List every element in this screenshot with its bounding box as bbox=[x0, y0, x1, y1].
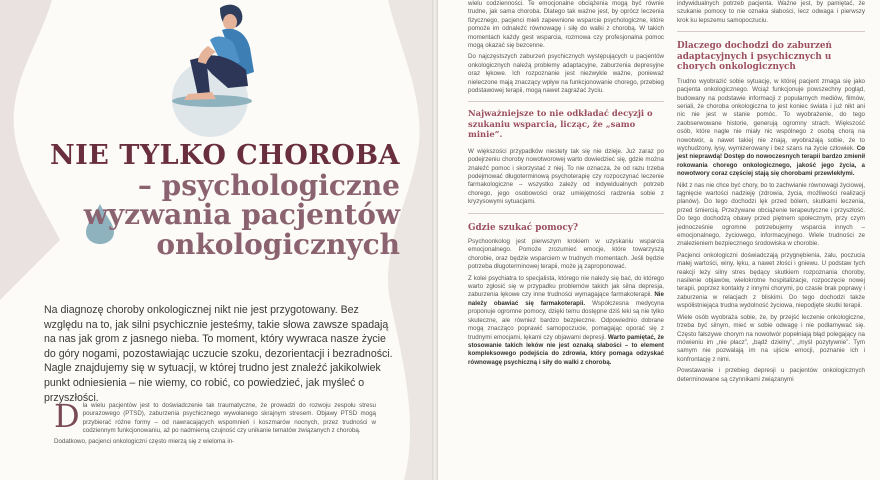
subheading-why-disorders: Dlaczego dochodzi do zaburzeń adaptacyjnych i psychicznych u chorych onkologicznych bbox=[677, 41, 832, 73]
left-page bbox=[0, 0, 432, 480]
right-page bbox=[438, 0, 880, 480]
colB-paragraph-5: Wiele osób wyobraża sobie, że, by przejść leczenie onkologiczne, trzeba być silnym, mieć w sobie odwagę i nie podłamywać się. Często fałszywe chorym na nowotwór popełniają błąd polegający na mówieniu im „nie płacz”, „bądź dzielny”, „myśl pozytywnie”. Tym samym nie pozwalają im na ujście emocji, poznanie ich i konfrontację z nimi. bbox=[677, 313, 865, 363]
colB-paragraph-4: Pacjenci onkologiczni doświadczają przygnębienia, żalu, poczucia małej wartości, winy, lęku, a nawet złości i gniewu. U podstaw tych reakcji leży silny stres będący skutkiem rozpoznania choroby, nasilenie objawów, wielokrotne hospitalizacje, rozpoczęcie nowej terapii, poprzez kontakty z innymi chorymi, po czasie brak poprawy i zaburzenia w relacjach z bliskimi. Do tego dochodzi także współistniejąca trudna wydolność życiowa, niepodjęte skutki terapii. bbox=[677, 251, 865, 310]
subheading-where-to-find-help: Gdzie szukać pomocy? bbox=[468, 222, 579, 233]
divider bbox=[468, 101, 664, 102]
headline-line-2: – psychologiczne bbox=[137, 168, 400, 202]
sitting-person-illustration bbox=[150, 0, 280, 115]
colA-p5-bold-a: Nie należy obawiać się farmakoterapii. bbox=[468, 291, 664, 307]
colA-p5-bold-b: Warto pamiętać, że stosowanie takich leków nie jest oznaką słabości – to element kompleksowego podejścia do zdrowia, który pomaga odzyskać równowagę psychiczną i siły do walki z chorobą. bbox=[468, 333, 664, 366]
colA-paragraph-1: wielu codzienności. Te emocjonalne obciążenia mogą być równie trudne, jak sama choroba. Dlatego tak ważne jest, by oprócz leczenia fizycznego, pacjenci mieli zapewnione wsparcie psychologiczne, które pomoże im odnaleźć równowagę i siłę do walki z chorobą. W takich momentach każdy gest wsparcia, rozmowa czy profesjonalna pomoc mogą okazać się bezcenne. bbox=[468, 0, 664, 50]
drop-cap: D bbox=[54, 397, 80, 435]
left-body-paragraph-2: Dodatkowo, pacjenci onkologiczni często mierzą się z wieloma in- bbox=[54, 437, 235, 445]
colA-paragraph-2: Do najczęstszych zaburzeń psychicznych występujących u pacjentów onkologicznych należą problemy adaptacyjne, zaburzenia depresyjne oraz lękowe. Ich rozpoznanie jest niezwykle ważne, ponieważ nieleczone mają znaczący wpływ na funkcjonowanie chorego, przebieg podstawowej terapii, mogą nawet zagrażać życiu. bbox=[468, 53, 664, 95]
colB-paragraph-2 bbox=[677, 78, 865, 179]
headline-line-4: onkologicznych bbox=[156, 227, 400, 261]
pull-quote: Najważniejsze to nie odkładać decyzji o szukaniu wsparcia, licząc, że „samo minie”. bbox=[468, 108, 653, 140]
colA-paragraph-5 bbox=[468, 275, 664, 367]
headline-line-3: wyzwania pacjentów bbox=[83, 198, 400, 232]
divider bbox=[468, 213, 664, 214]
lead-paragraph: Na diagnozę choroby onkologicznej nikt nie jest przygotowany. Bez względu na to, jak silni psychicznie jesteśmy, takie słowa zawsze spadają na nas jak grom z jasnego nieba. To moment, który wywraca nasze życie do góry nogami, pozostawiając uczucie szoku, dezorientacji i bezradności. Nagle znajdujemy się w sytuacji, w której trudno jest znaleźć jakikolwiek punkt odniesienia – nie wiemy, co robić, co powiedzieć, jak myśleć o przyszłości. bbox=[44, 304, 393, 404]
left-body-text bbox=[54, 397, 376, 448]
column-b bbox=[677, 0, 865, 387]
column-a bbox=[468, 0, 664, 370]
colB-paragraph-1: indywidualnych potrzeb pacjenta. Ważne jest, by pamiętać, że szukanie pomocy to nie oznaka słabości, lecz odwaga i pierwszy krok ku lepszemu samopoczuciu. bbox=[677, 0, 865, 24]
colA-p5-text-a: Z kolei psychiatra to specjalista, którego nie należy się bać, do którego warto zgłosić się w przypadku problemów takich jak silna depresja, zaburzenia lękowe czy inne trudności wymagające farmakoterapii. bbox=[468, 274, 664, 299]
colB-p2-bold: Co jest nieprawdą! Dostęp do nowoczesnych terapii bardzo zmienił rokowania chorego onkologicznego, jakość jego życia, a nowotwory coraz częściej stają się chorobami przewlekłymi. bbox=[677, 144, 865, 178]
colB-p2-text: Trudno wyobrazić sobie sytuację, w której pacjent zmaga się jako pacjenta onkologicznego. Wciąż funkcjonuje powszechny pogląd, budowany na podstawie informacji z popularnych mediów, filmów, seriali, że choroba onkologiczna to jest koniec świata i już nikt ani nic nie jest w stanie pomóc. To wyobrażenie, do tego zaobserwowane historie, generują ogromny strach. Większość osób, które nagle nie miały nic wspólnego z osobą chorą na nowotwór, a nawet takiej nie znają, wyobrażają sobie, że to wychudzony, łysy, wymizerowany i bez szans na życie człowiek. bbox=[677, 77, 865, 152]
colB-paragraph-6: Powstawanie i przebieg depresji u pacjentów onkologicznych determinowane są czynnikami związanymi bbox=[677, 367, 865, 383]
left-body-paragraph-1: la wielu pacjentów jest to doświadczenie tak traumatyczne, że prowadzi do rozwoju zespołu stresu pourazowego (PTSD), zaburzenia psychicznego wywołanego skrajnym stresem. Objawy PTSD mogą przybierać różne formy – od nawracających wspomnień i koszmarów nocnych, przez trudności w codziennym funkcjonowaniu, aż po nadmierną czujność czy unikanie tematów związanych z chorobą. bbox=[82, 402, 376, 435]
colA-paragraph-3: W większości przypadków niestety tak się nie dzieje. Już zaraz po podejrzeniu choroby nowotworowej warto dowiedzieć się, gdzie można znaleźć pomoc i skorzystać z niej. To nie oznacza, że od razu trzeba podejmować długoterminową psychoterapię czy rozpoczynać leczenie farmakologiczne – wszystko zależy od indywidualnych potrzeb chorego, jego osobowości oraz umiejętności radzenia sobie z kryzysowymi sytuacjami. bbox=[468, 147, 664, 206]
colA-paragraph-4: Psychoonkolog jest pierwszym krokiem w uzyskaniu wsparcia emocjonalnego. Pomoże zrozumieć emocje, które towarzyszą chorobie, oraz będzie wsparciem w trudnych momentach. Jeśli będzie potrzeba długoterminowej terapii, może ją zaproponować. bbox=[468, 238, 664, 271]
colA-p5-text-b: Współczesna medycyna proponuje ogromne pomocy, dzięki temu dostępne dziś leki są nie tylko skuteczne, ale również bardzo bezpieczne. Odpowiednio dobrane mogą znacząco poprawić samopoczucie, pomagając oporać się z trudnymi emocjami, lękami czy objawami depresji. bbox=[468, 299, 664, 341]
colB-paragraph-3: Nikt z nas nie chce być chory, bo to zachwianie równowagi życiowej, tągnięcie wartości nadzieję (zdrowia, życia, możliwości realizacji planów). Do tego dochodzi lęk przed bólem, skutkami leczenia, przed śmiercią. Przeżywane obciążenie terapeutyczne i przyszłość. Do tego dochodzą obawy przed piętnem społecznym, przy czym jednocześnie ogromne potrzebujemy wsparcia innych – emocjonalnego, życiowego, informacyjnego. Wiele trudności ze znalezieniem bezpiecznego środowiska w chorobie. bbox=[677, 181, 865, 248]
article-headline bbox=[28, 142, 400, 260]
headline-line-1: NIE TYLKO CHOROBA bbox=[49, 140, 400, 171]
divider bbox=[677, 31, 865, 32]
